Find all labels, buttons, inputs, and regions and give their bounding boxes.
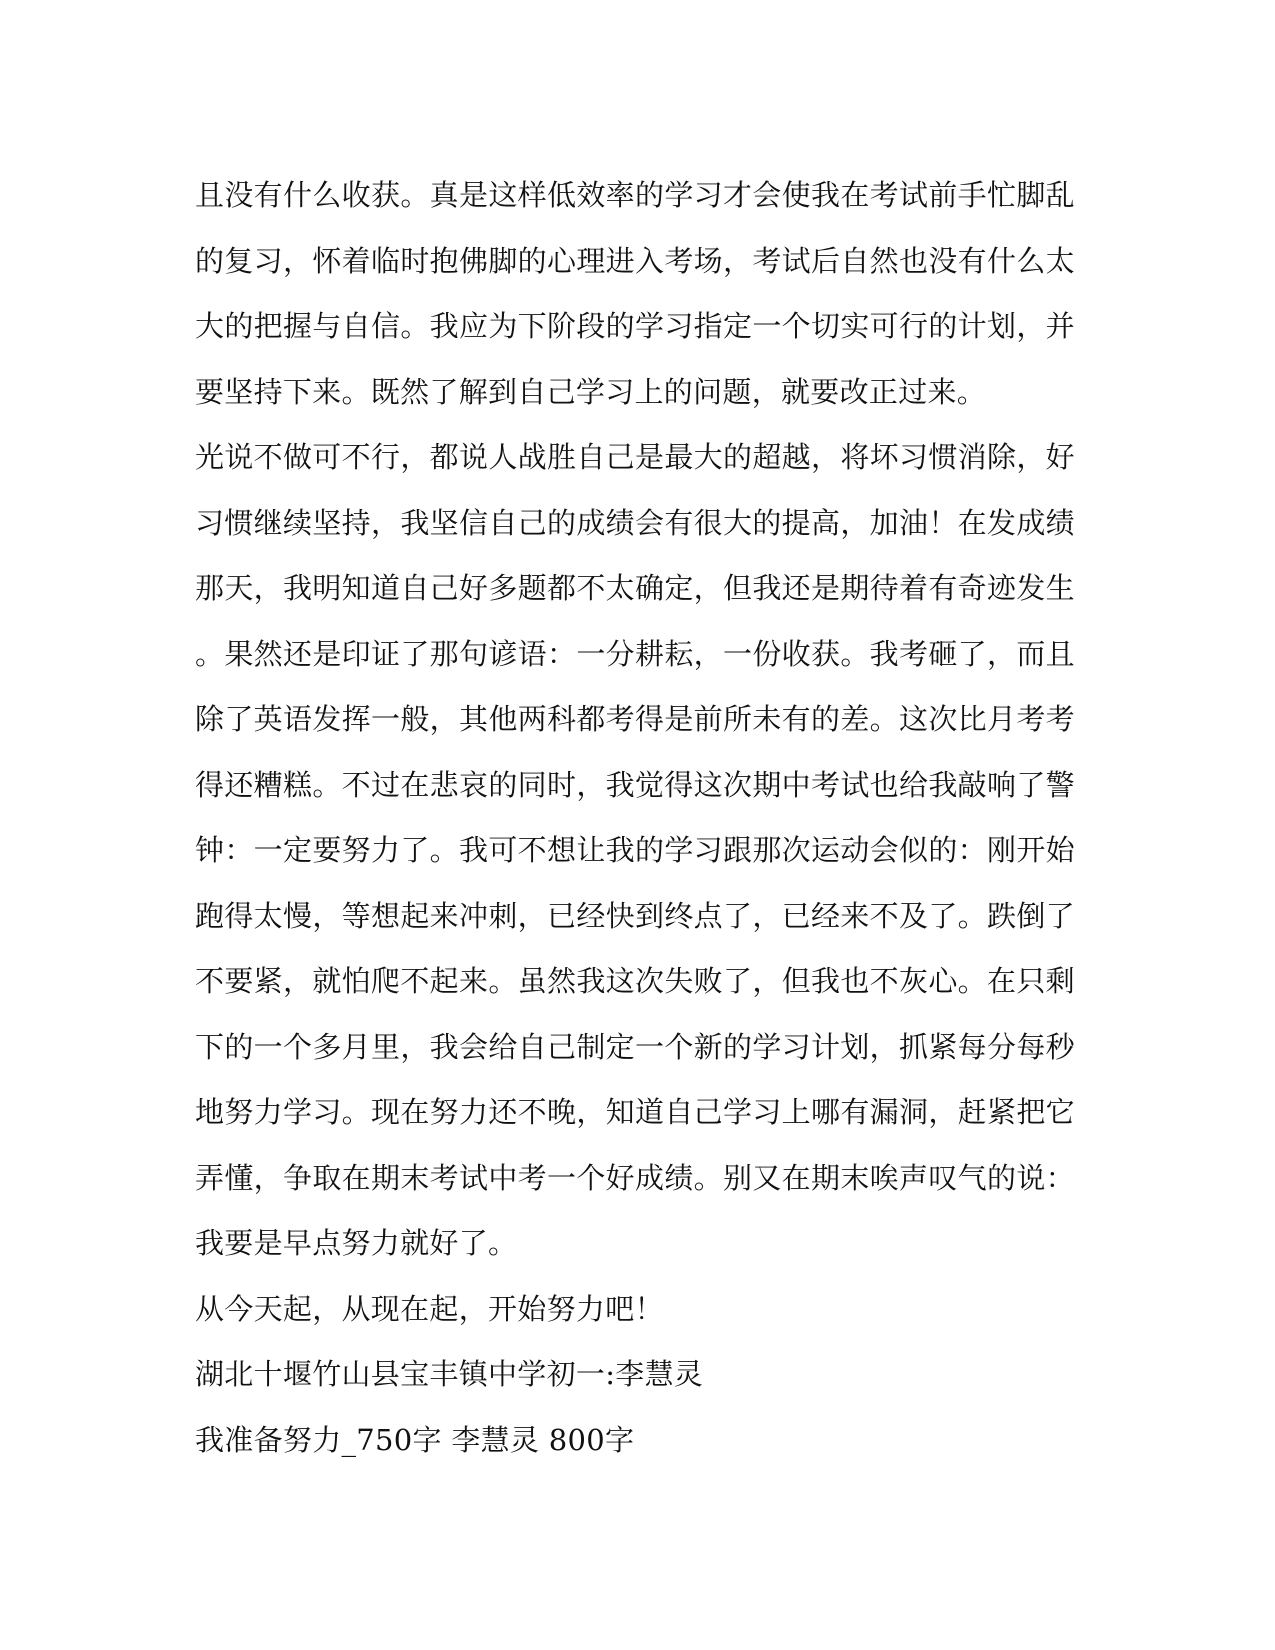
text-line: 跑得太慢，等想起来冲刺，已经快到终点了，已经来不及了。跌倒了 (195, 898, 1075, 933)
text-line: 且没有什么收获。真是这样低效率的学习才会使我在考试前手忙脚乱 (195, 178, 1075, 212)
text-line: 要坚持下来。既然了解到自己学习上的问题，就要改正过来。 (195, 374, 987, 409)
text-line: 光说不做可不行，都说人战胜自己是最大的超越，将坏习惯消除，好 (195, 440, 1075, 474)
text-line: 大的把握与自信。我应为下阶段的学习指定一个切实可行的计划，并 (195, 309, 1075, 343)
text-line: 钟：一定要努力了。我可不想让我的学习跟那次运动会似的：刚开始 (195, 833, 1075, 867)
text-line: 习惯继续坚持，我坚信自己的成绩会有很大的提高，加油！在发成绩 (195, 505, 1075, 540)
paragraph-1 (195, 163, 1075, 425)
text-line: 。果然还是印证了那句谚语：一分耕耘，一份收获。我考砸了，而且 (195, 636, 1075, 671)
paragraph-3: 从今天起，从现在起，开始努力吧！ (195, 1291, 664, 1326)
text-line: 地努力学习。现在努力还不晚，知道自己学习上哪有漏洞，赶紧把它 (195, 1095, 1075, 1129)
document-body (195, 163, 1075, 1473)
text-line: 不要紧，就怕爬不起来。虽然我这次失败了，但我也不灰心。在只剩 (195, 964, 1075, 998)
author-line: 湖北十堰竹山县宝丰镇中学初一:李慧灵 (195, 1357, 704, 1391)
text-line: 弄懂，争取在期末考试中考一个好成绩。别又在期末唉声叹气的说： (195, 1160, 1075, 1195)
text-line: 除了英语发挥一般，其他两科都考得是前所未有的差。这次比月考考 (195, 702, 1075, 736)
text-line: 我要是早点努力就好了。 (195, 1226, 518, 1260)
text-line: 得还糟糕。不过在悲哀的同时，我觉得这次期中考试也给我敲响了警 (195, 767, 1075, 802)
text-line: 的复习，怀着临时抱佛脚的心理进入考场，考试后自然也没有什么太 (195, 243, 1075, 278)
text-line: 那天，我明知道自己好多题都不太确定，但我还是期待着有奇迹发生 (195, 571, 1075, 605)
paragraph-2 (195, 425, 1075, 1277)
text-line: 下的一个多月里，我会给自己制定一个新的学习计划，抓紧每分每秒 (195, 1029, 1075, 1064)
title-line: 我准备努力_750字 李慧灵 800字 (195, 1422, 635, 1457)
